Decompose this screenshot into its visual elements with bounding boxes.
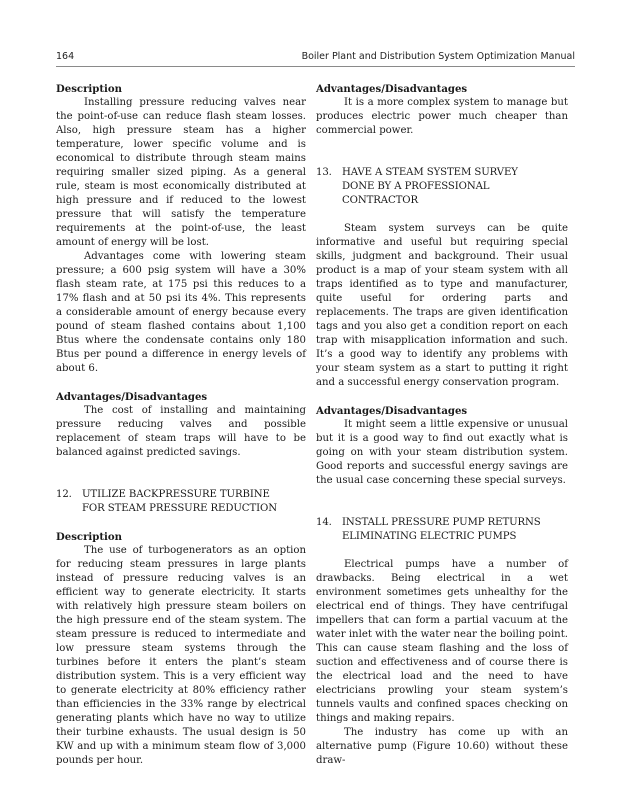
advantages-heading: Advantages/Disadvantages [316,83,468,95]
section-number: 14. [316,517,332,528]
paragraph: Steam system surveys can be quite informative and useful but requiring special skills, judgment and background. Their usual product is a map of your steam system with all traps identified as to type and manufacturer, quite useful for ordering parts and replacements. The traps are given identification tags and you also get a condition report on each trap with misapplication information and such. It’s a good way to identify any problems with your steam system as a start to putting it right and a successful energy conservation program. [316,223,568,388]
paragraph: It might seem a little expensive or unusual but it is a good way to find out exactly what is going on with your steam distribution system. Good reports and successful energy savings are the usual case concerning these special surveys. [316,419,568,486]
section-number: 13. [316,167,332,178]
section-title-line: FOR STEAM PRESSURE REDUCTION [82,503,277,514]
left-column [56,82,306,768]
section-title [82,488,306,516]
advantages-heading: Advantages/Disadvantages [316,405,468,417]
paragraph: Electrical pumps have a number of drawbacks. Being electrical in a wet environment sometimes gets unhealthy for the electrical end of things. They have centrifugal impellers that can form a partial vacuum at the water inlet with the water near the boiling point. This can cause steam flashing and the loss of suction and effectiveness and of course there is the electrical load and the need to have electricians prowling your steam system’s tunnels vaults and confined spaces checking on things and making repairs. [316,559,568,724]
section-heading-12 [56,488,306,516]
running-header [56,48,575,67]
description-heading: Description [56,83,122,95]
paragraph: Installing pressure reducing valves near the point-of-use can reduce flash steam losses. Also, high pressure steam has a higher temperature, lower specific volume and is economical to distribute through steam mains requiring smaller sized piping. As a general rule, steam is most economically distributed at high pressure and if reduced to the lowest pressure that will satisfy the temperature requirements at the point-of-use, the least amount of energy will be lost. [56,97,306,248]
section-heading-13 [316,166,568,208]
running-title: Boiler Plant and Distribution System Optimization Manual [301,51,575,62]
section-title [342,166,568,208]
section-title-line: UTILIZE BACKPRESSURE TURBINE [82,489,270,500]
advantages-heading: Advantages/Disadvantages [56,391,208,403]
paragraph: It is a more complex system to manage but produces electric power much cheaper than commercial power. [316,97,568,136]
section-heading-14 [316,516,568,544]
right-column [316,82,568,768]
page-number: 164 [56,51,75,62]
section-title-line: CONTRACTOR [342,195,419,206]
section-title-line: ELIMINATING ELECTRIC PUMPS [342,531,517,542]
paragraph: The use of turbogenerators as an option for reducing steam pressures in large plants instead of pressure reducing valves is an efficient way to generate electricity. It starts with relatively high pressure steam boilers on the high pressure end of the steam system. The steam pressure is reduced to intermediate and low pressure steam systems through the turbines before it enters the plant’s steam distribution system. This is a very efficient way to generate electricity at 80% efficiency rather than efficiencies in the 33% range by electrical generating plants which have no way to utilize their turbine exhausts. The usual design is 50 KW and up with a minimum steam flow of 3,000 pounds per hour. [56,545,306,766]
section-title-line: DONE BY A PROFESSIONAL [342,181,490,192]
description-heading: Description [56,531,122,543]
paragraph: The industry has come up with an alternative pump (Figure 10.60) without these draw- [316,727,568,766]
paragraph: Advantages come with lowering steam pressure; a 600 psig system will have a 30% flash steam rate, at 175 psi this reduces to a 17% flash and at 50 psi its 4%. This represents a considerable amount of energy because every pound of steam flashed contains about 1,100 Btus where the condensate contains only 180 Btus per pound a difference in energy levels of about 6. [56,251,306,374]
section-title-line: INSTALL PRESSURE PUMP RETURNS [342,517,541,528]
section-title-line: HAVE A STEAM SYSTEM SURVEY [342,167,518,178]
section-title [342,516,568,544]
section-number: 12. [56,489,72,500]
paragraph: The cost of installing and maintaining pressure reducing valves and possible replacement of steam traps will have to be balanced against predicted savings. [56,405,306,458]
